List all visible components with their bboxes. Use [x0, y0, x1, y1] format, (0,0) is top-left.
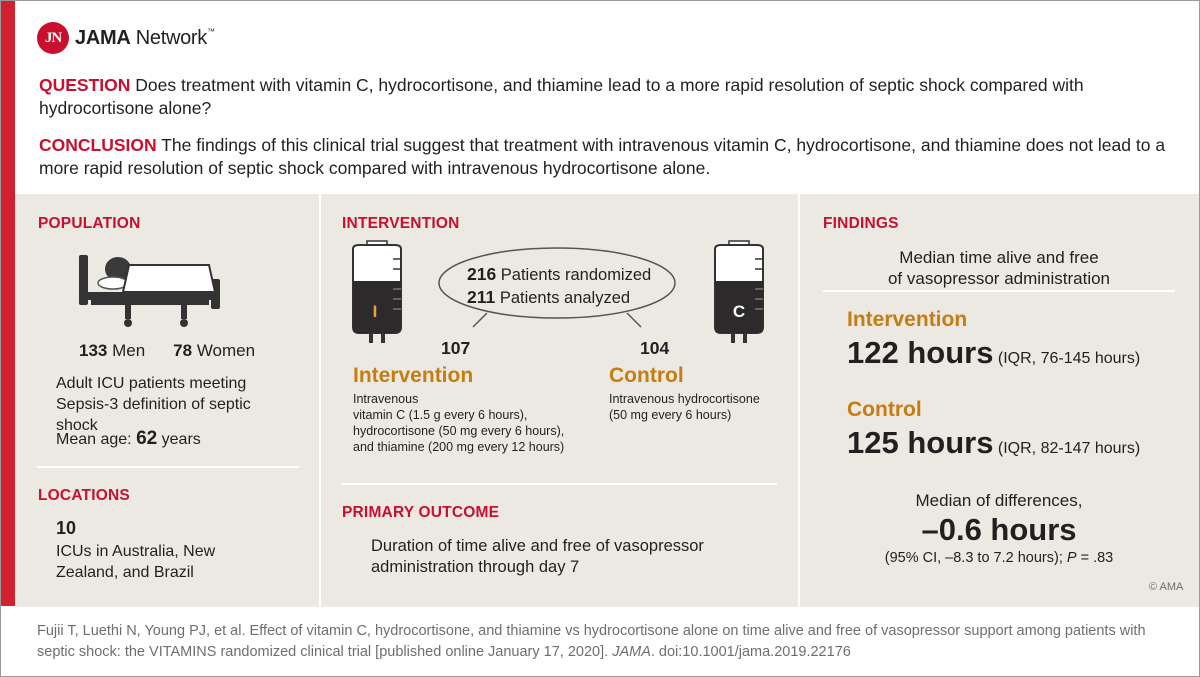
arm2-count: 104 — [640, 338, 670, 358]
iv-bag-intervention-icon — [347, 241, 407, 351]
locations-description: ICUs in Australia, New Zealand, and Brazil — [56, 543, 216, 581]
svg-text:C: C — [732, 302, 746, 321]
primary-outcome-text: Duration of time alive and free of vasopressor administration through day 7 — [371, 537, 704, 576]
findings-control-result: 125 hours (IQR, 82-147 hours) — [847, 425, 1141, 460]
median-difference-label: Median of differences, — [915, 491, 1083, 510]
brand-name: JAMA Network™ — [75, 26, 215, 49]
question-label: QUESTION — [39, 75, 131, 95]
citation: Fujii T, Luethi N, Young PJ, et al. Effect of vitamin C, hydrocortisone, and thiamine vs hydrocortisone alone on time alive and free of vasopressor support among patients with septic shock: the VITAMINS randomized clinical trial [published online January 17, 2020]. JAMA. doi:10.1001/jama.2019.22176 — [37, 623, 1146, 660]
findings-heading: FINDINGS — [823, 215, 899, 232]
section-divider — [341, 483, 777, 485]
svg-text:I: I — [372, 302, 378, 321]
column-divider — [798, 194, 800, 607]
analyzed-count: 211 Patients analyzed — [467, 287, 631, 307]
column-divider — [319, 194, 321, 607]
question-text: Does treatment with vitamin C, hydrocortisone, and thiamine lead to a more rapid resolution of septic shock compared with hydrocortisone alone? — [39, 75, 1084, 118]
hospital-bed-icon — [71, 249, 231, 329]
copyright: © AMA — [1149, 581, 1184, 593]
median-difference-value: –0.6 hours — [921, 512, 1077, 547]
intervention-heading: INTERVENTION — [342, 215, 460, 232]
findings-subtitle: Median time alive and free of vasopressor administration — [887, 248, 1111, 288]
sex-counts: 133 Men 78 Women — [79, 341, 256, 360]
iv-bag-control-icon — [709, 241, 769, 351]
primary-outcome-heading: PRIMARY OUTCOME — [342, 504, 500, 521]
conclusion-text: The findings of this clinical trial suggest that treatment with intravenous vitamin C, hydrocortisone, and thiamine does not lead to a more rapid resolution of septic shock compared with intravenous hydrocortisone alone. — [39, 135, 1166, 178]
conclusion-label: CONCLUSION — [39, 135, 157, 155]
arm1-name: Intervention — [353, 364, 474, 387]
accent-bar — [1, 1, 15, 606]
locations-heading: LOCATIONS — [38, 487, 130, 504]
conclusion — [39, 134, 1179, 180]
median-difference-ci: (95% CI, –8.3 to 7.2 hours); P = .83 — [884, 550, 1114, 566]
jn-logo-icon: JN — [37, 22, 69, 54]
findings-control-label: Control — [847, 398, 922, 421]
population-heading: POPULATION — [38, 215, 141, 232]
findings-intervention-label: Intervention — [847, 308, 968, 331]
locations-count: 10 — [56, 518, 77, 538]
findings-intervention-result: 122 hours (IQR, 76-145 hours) — [847, 335, 1141, 370]
population-description: Adult ICU patients meeting Sepsis-3 definition of septic shock — [56, 375, 251, 434]
section-divider — [37, 466, 299, 468]
arm1-regimen: Intravenous vitamin C (1.5 g every 6 hours), hydrocortisone (50 mg every 6 hours), and thiamine (200 mg every 12 hours) — [353, 392, 565, 454]
arm2-regimen: Intravenous hydrocortisone (50 mg every 6 hours) — [609, 392, 760, 422]
question — [39, 74, 1179, 120]
section-divider — [823, 290, 1175, 292]
arm1-count: 107 — [441, 338, 471, 358]
arm2-name: Control — [609, 364, 684, 387]
mean-age: Mean age: 62 years — [56, 428, 201, 449]
randomized-count: 216 Patients randomized — [467, 264, 652, 284]
jama-network-brand[interactable] — [37, 22, 215, 54]
